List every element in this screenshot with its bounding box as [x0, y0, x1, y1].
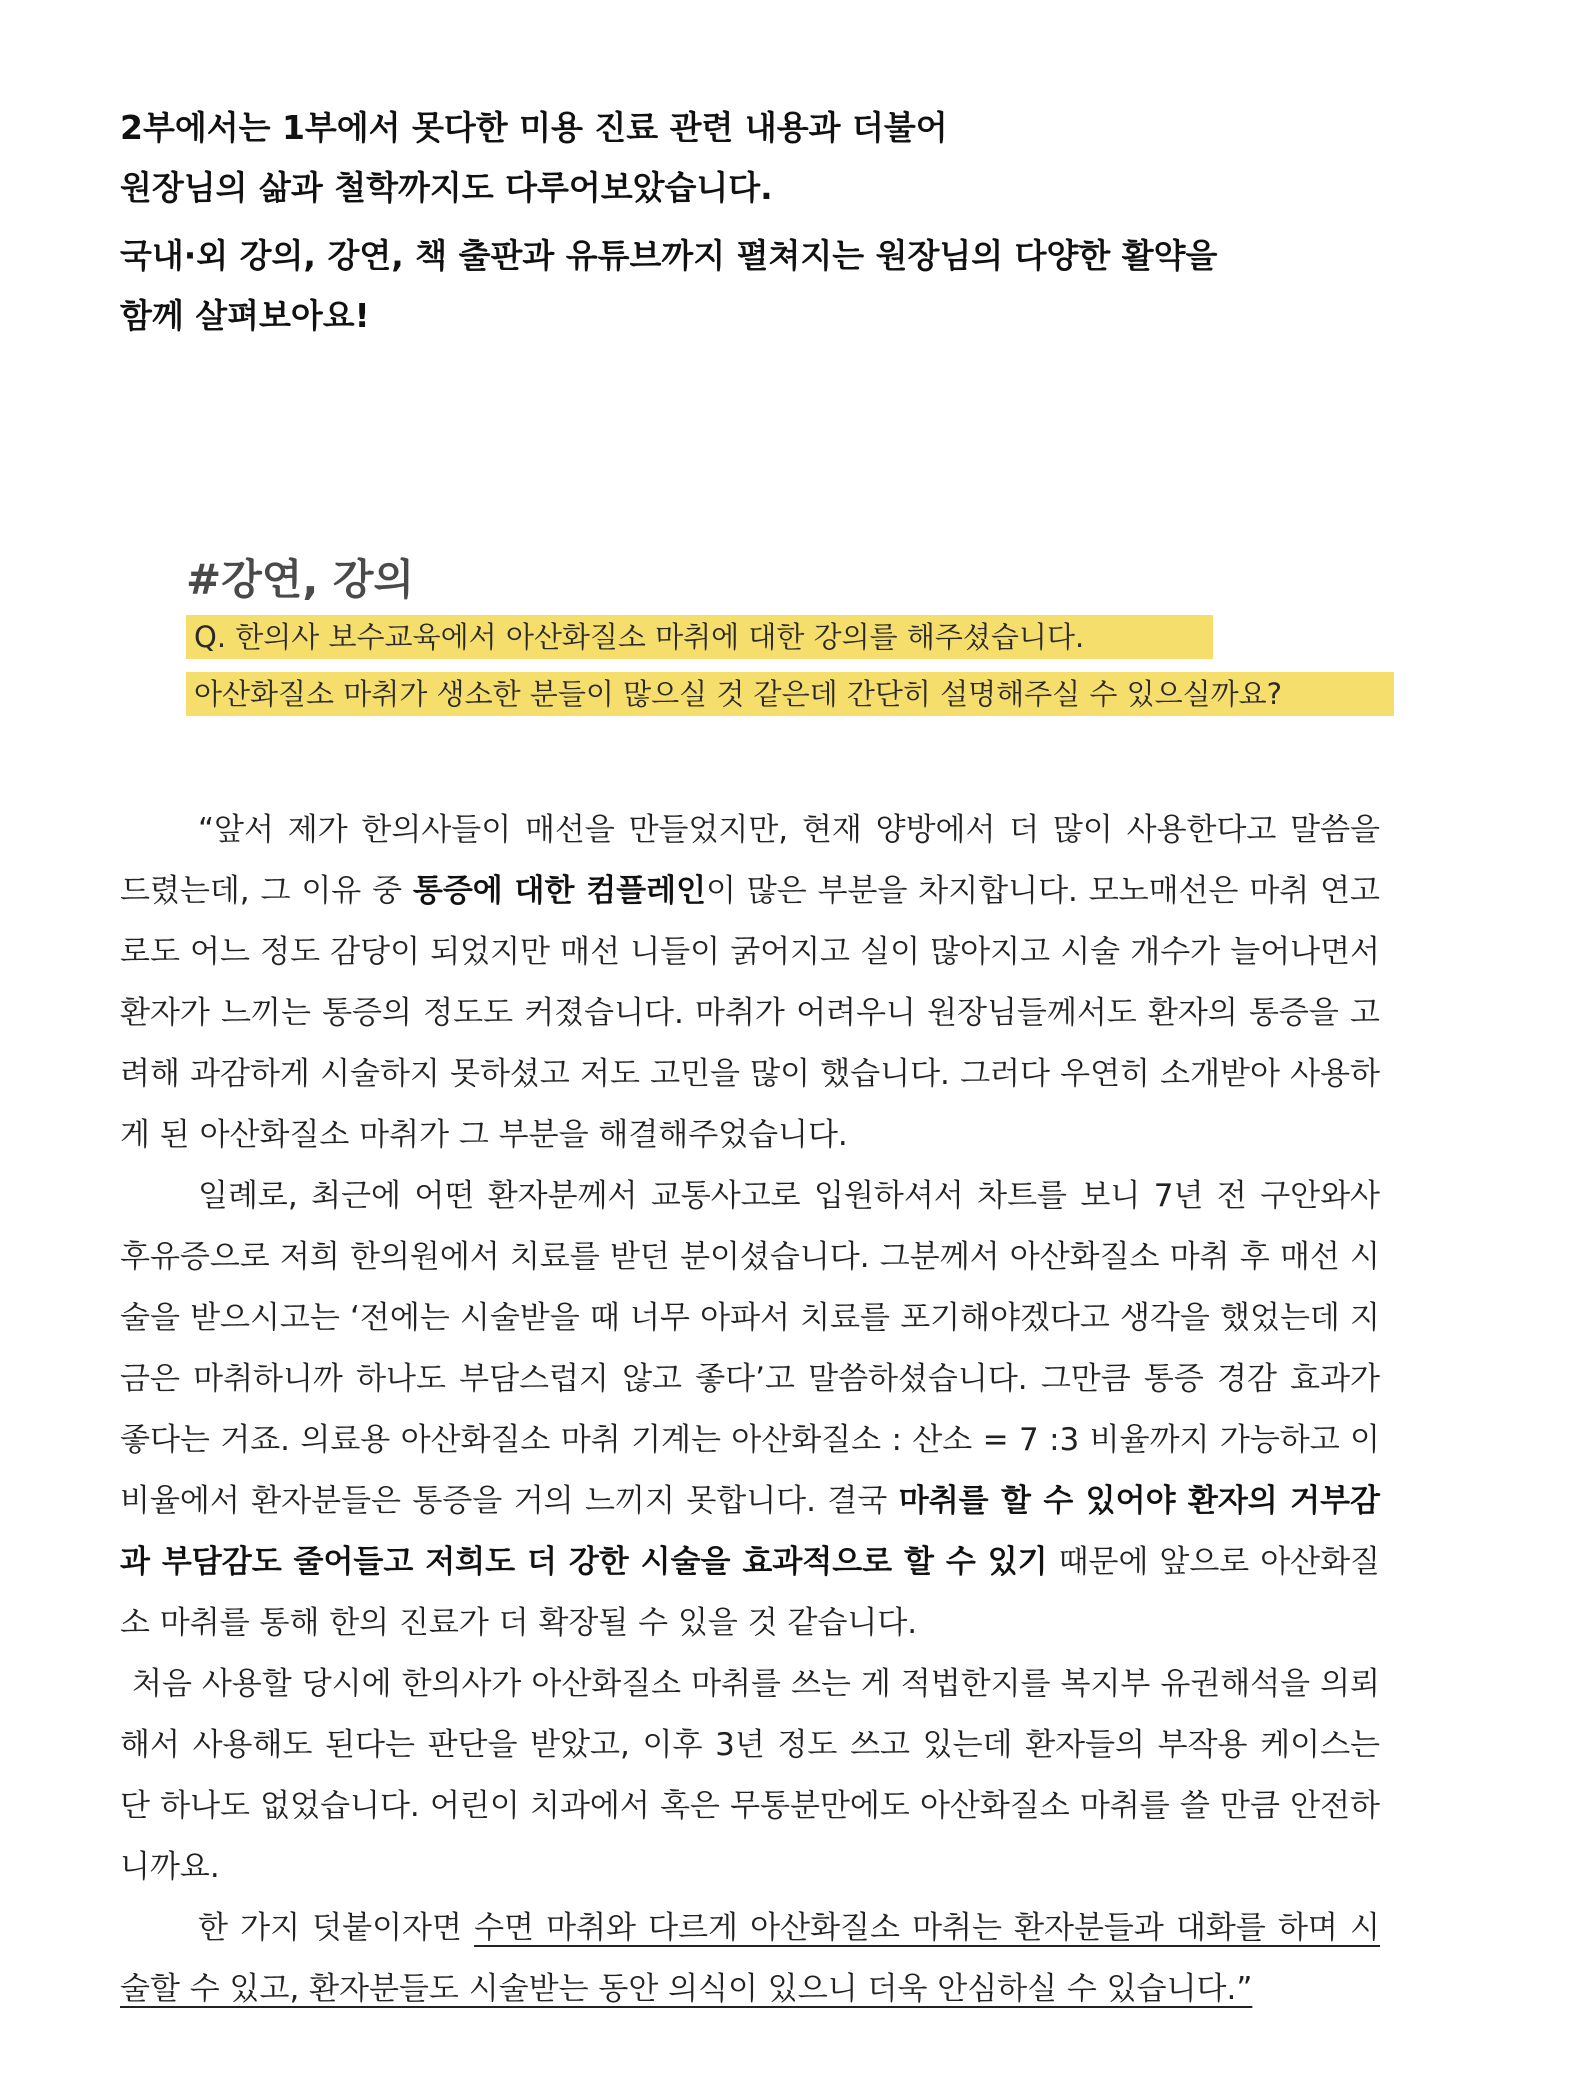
intro-line-1: 2부에서는 1부에서 못다한 미용 진료 관련 내용과 더불어: [120, 108, 948, 147]
lecture-section: [186, 545, 1386, 729]
answer-p2-text-end: 때문에 앞으로 아산화질소 마취를 통해 한의 진료가 더 확장될 수 있을 것 같습니다.: [120, 1544, 1380, 1641]
answer-p2-text: 일례로, 최근에 어떤 환자분께서 교통사고로 입원하셔서 차트를 보니 7년 전 구안와사 후유증으로 저희 한의원에서 치료를 받던 분이셨습니다. 그분께서 아산화질소 마취 후 매선 시술을 받으시고는 ‘전에는 시술받을 때 너무 아파서 치료를 포기해야겠다고 생각을 했었는데 지금은 마취하니까 하나도 부담스럽지 않고 좋다’고 말씀하셨습니다. 그만큼 통증 경감 효과가 좋다는 거죠. 의료용 아산화질소 마취 기계는 아산화질소 : 산소 = 7 :3 비율까지 가능하고 이 비율에서 환자분들은 통증을 거의 느끼지 못합니다. 결국: [120, 1178, 1380, 1519]
intro-line-4: 함께 살펴보아요!: [120, 296, 370, 335]
answer-p1-text-end: 이 많은 부분을 차지합니다. 모노매선은 마취 연고로도 어느 정도 감당이 되었지만 매선 니들이 굵어지고 실이 많아지고 시술 개수가 늘어나면서 환자가 느끼는 통증의 정도도 커졌습니다. 마취가 어려우니 원장님들께서도 환자의 통증을 고려해 과감하게 시술하지 못하셨고 저도 고민을 많이 했습니다. 그러다 우연히 소개받아 사용하게 된 아산화질소 마취가 그 부분을 해결해주었습니다.: [120, 873, 1380, 1153]
answer-paragraph-1: [120, 800, 1380, 1166]
answer-p4-text: 한 가지 덧붙이자면: [198, 1910, 475, 1946]
intro-line-2: 원장님의 삶과 철학까지도 다루어보았습니다.: [120, 168, 773, 207]
answer-paragraph-4: [120, 1898, 1380, 2020]
answer-paragraph-3: 처음 사용할 당시에 한의사가 아산화질소 마취를 쓰는 게 적법한지를 복지부 유권해석을 의뢰해서 사용해도 된다는 판단을 받았고, 이후 3년 정도 쓰고 있는데 환자들의 부작용 케이스는 단 하나도 없었습니다. 어린이 치과에서 혹은 무통분만에도 아산화질소 마취를 쓸 만큼 안전하니까요.: [120, 1666, 1380, 1885]
answer-body: [120, 800, 1380, 2020]
answer-paragraph-2: [120, 1166, 1380, 1654]
section-title: #강연, 강의: [186, 555, 415, 604]
intro-line-3: 국내·외 강의, 강연, 책 출판과 유튜브까지 펼쳐지는 원장님의 다양한 활약을: [120, 236, 1218, 275]
answer-p1-text: “앞서 제가 한의사들이 매선을 만들었지만, 현재 양방에서 더 많이 사용한다고 말씀을 드렸는데, 그 이유 중: [120, 812, 1380, 909]
answer-p1-bold: 통증에 대한 컴플레인: [412, 873, 707, 909]
question-line-1: Q. 한의사 보수교육에서 아산화질소 마취에 대한 강의를 해주셨습니다.: [186, 615, 1213, 659]
question-block: [186, 615, 1386, 716]
answer-p2-bold: 마취를 할 수 있어야 환자의 거부감과 부담감도 줄어들고 저희도 더 강한 시술을 효과적으로 할 수 있기: [120, 1483, 1380, 1580]
question-line-2: 아산화질소 마취가 생소한 분들이 많으실 것 같은데 간단히 설명해주실 수 있으실까요?: [186, 672, 1394, 716]
answer-p4-underline: 수면 마취와 다르게 아산화질소 마취는 환자분들과 대화를 하며 시술할 수 있고, 환자분들도 시술받는 동안 의식이 있으니 더욱 안심하실 수 있습니다.”: [120, 1910, 1380, 2007]
intro-block: [120, 98, 1420, 346]
